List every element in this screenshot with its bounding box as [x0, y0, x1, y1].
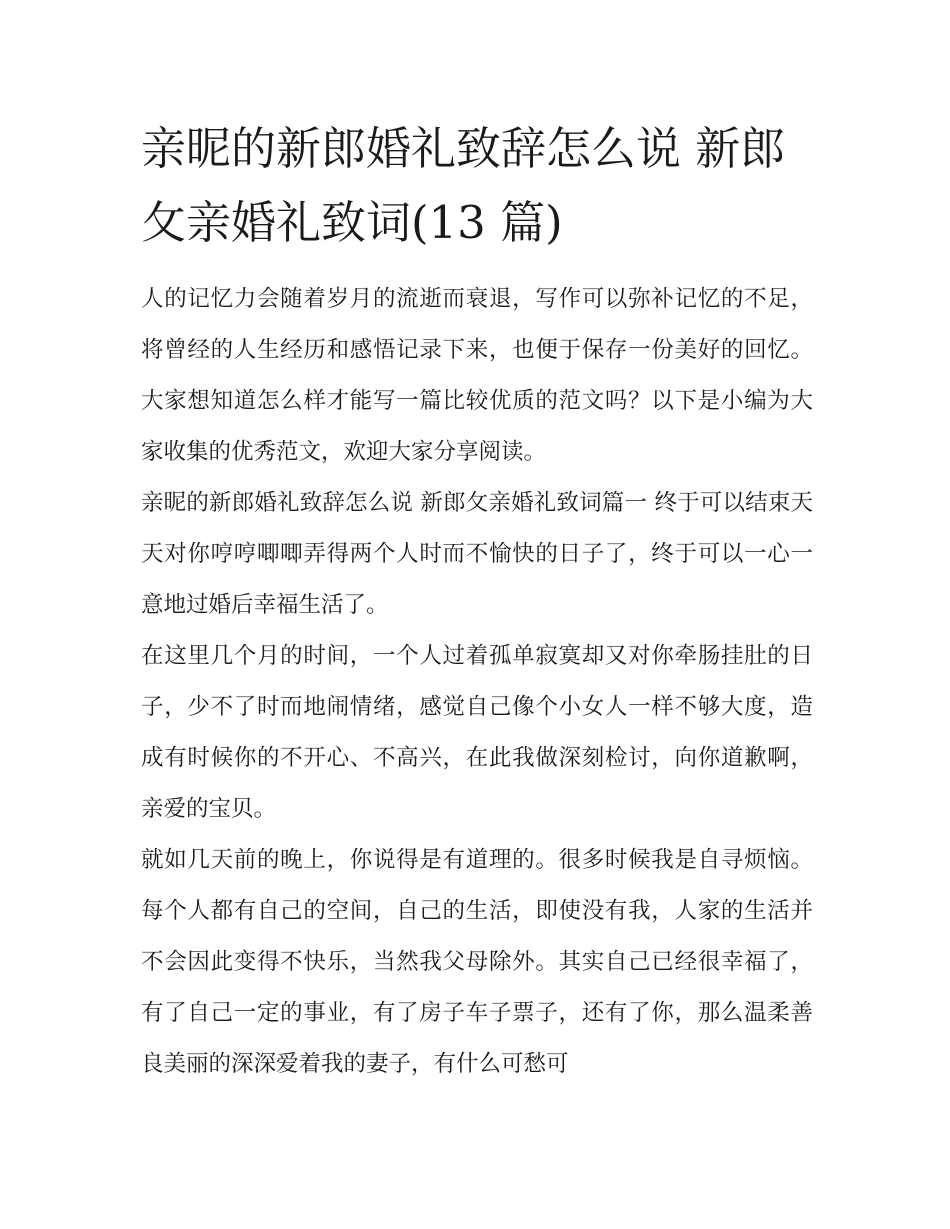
- paragraph-3: 就如几天前的晚上，你说得是有道理的。很多时候我是自寻烦恼。每个人都有自己的空间，自己的生活，即使没有我，人家的生活并不会因此变得不快乐，当然我父母除外。其实自己已经很幸福了，有了自己一定的事业，有了房子车子票子，还有了你，那么温柔善良美丽的深深爱着我的妻子，有什么可愁可: [141, 847, 813, 1077]
- paragraph-intro: 人的记忆力会随着岁月的流逝而衰退，写作可以弥补记忆的不足，将曾经的人生经历和感悟记录下来，也便于保存一份美好的回忆。大家想知道怎么样才能写一篇比较优质的范文吗？以下是小编为大家收集的优秀范文，欢迎大家分享阅读。: [141, 286, 813, 465]
- document-title: 亲昵的新郎婚礼致辞怎么说 新郎攵亲婚礼致词(13 篇): [141, 122, 786, 249]
- paragraph-1: 亲昵的新郎婚礼致辞怎么说 新郎攵亲婚礼致词篇一 终于可以结束天天对你哼哼唧唧弄得两个人时而不愉快的日子了，终于可以一心一意地过婚后幸福生活了。: [141, 490, 813, 618]
- paragraph-2: 在这里几个月的时间，一个人过着孤单寂寞却又对你牵肠挂肚的日子，少不了时而地闹情绪，感觉自己像个小女人一样不够大度，造成有时候你的不开心、不高兴，在此我做深刻检讨，向你道歉啊，亲爱的宝贝。: [141, 643, 813, 822]
- document-page: [141, 112, 813, 1090]
